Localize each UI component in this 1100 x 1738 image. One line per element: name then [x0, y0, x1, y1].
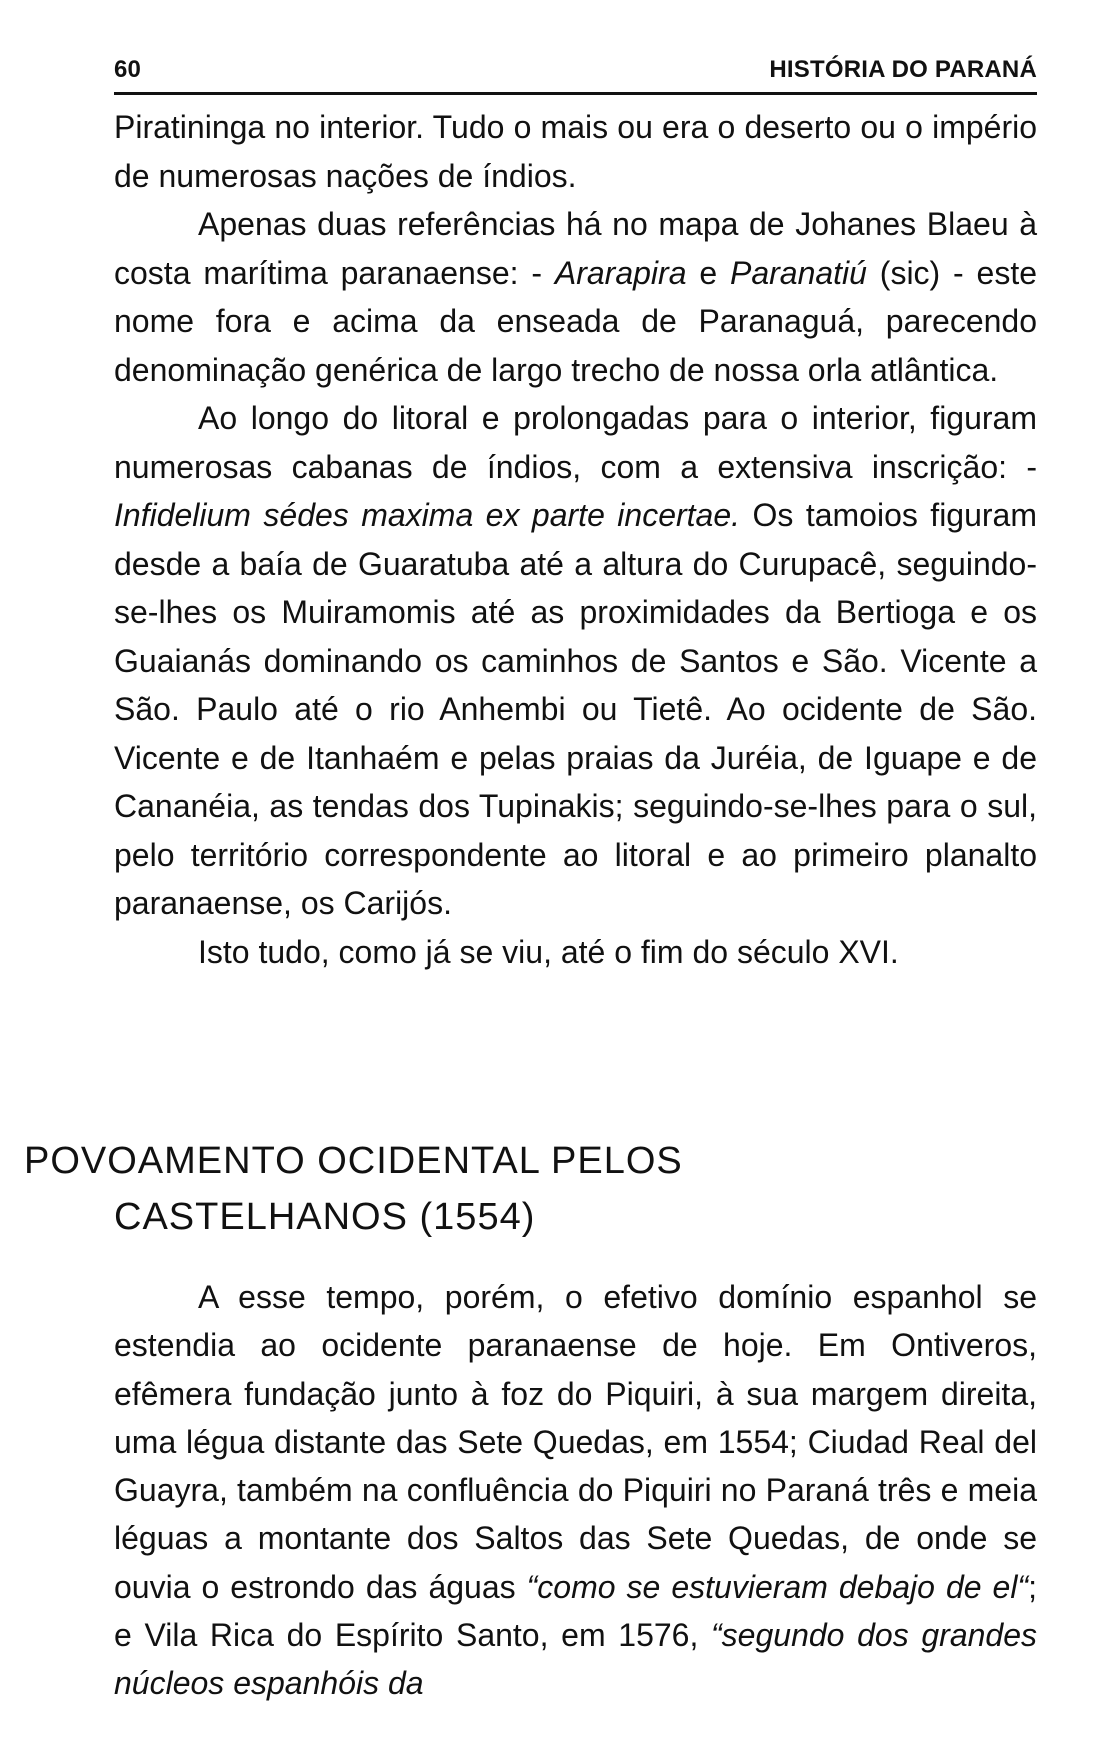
paragraph-text: e	[686, 254, 730, 291]
paragraph-text: Apenas duas referências há no mapa de Johanes Blaeu à costa marítima paranaense: -	[114, 206, 1037, 291]
running-title: HISTÓRIA DO PARANÁ	[769, 56, 1037, 83]
paragraph-litoral	[114, 394, 1037, 928]
paragraph-text: (sic) - este nome fora e acima da enseada de Paranaguá, parecendo denominação genérica de largo trecho de nossa orla atlântica.	[114, 254, 1038, 388]
section-body	[114, 1273, 1037, 1708]
paragraph-seculo	[114, 928, 1037, 977]
running-header	[114, 48, 1037, 84]
paragraph-text: Os tamoios figuram desde a baía de Guaratuba até a altura do Curupacê, seguindo-se-lhes os Muiramomis até as proximidades da Bertioga e os Guaianás dominando os caminhos de Santos e São. Vicente a São. Paulo até o rio Anhembi ou Tietê. Ao ocidente de São. Vicente e de Itanhaém e pelas praias da Juréia, de Iguape e de Cananéia, as tendas dos Tupinakis; seguindo-se-lhes para o sul, pelo território correspondente ao litoral e ao primeiro planalto paranaense, os Carijós.	[114, 497, 1038, 921]
paragraph-text: Isto tudo, como já se viu, até o fim do século	[198, 933, 839, 970]
header-rule	[114, 92, 1037, 95]
quote-italic: “segundo dos grandes núcleos espanhóis da	[114, 1617, 1038, 1702]
place-name-italic: Paranatiú	[729, 254, 867, 291]
paragraph-text: Ao longo do litoral e prolongadas para o interior, figuram numerosas cabanas de índios, com a extensiva inscrição: -	[114, 400, 1037, 485]
century-numeral: XVI	[838, 933, 890, 970]
paragraph-text: .	[889, 933, 899, 970]
section-heading-line-2: CASTELHANOS (1554)	[114, 1196, 536, 1238]
spanish-quote-italic: “como se estuvieram debajo de el“	[526, 1568, 1029, 1605]
paragraph-continuation: Piratininga no interior. Tudo o mais ou era o deserto ou o império de numerosas nações de índios.	[114, 109, 1037, 194]
section-heading	[24, 1133, 1064, 1245]
paragraph-dominio-espanhol	[114, 1273, 1037, 1708]
place-name-italic: Ararapira	[554, 254, 687, 291]
paragraph-text: ; e Vila Rica do Espírito Santo, em 1576,	[114, 1568, 1038, 1654]
paragraph-text: A esse tempo, porém, o efetivo domínio espanhol se estendia ao ocidente paranaense de hoje. Em Ontiveros, efêmera fundação junto à foz do Piquiri, à sua margem direita, uma légua distante das Sete Quedas, em 1554; Ciudad Real del Guayra, também na confluência do Piquiri no Paraná três e meia léguas a montante dos Saltos das Sete Quedas, de onde se ouvia o estrondo das águas	[114, 1279, 1037, 1605]
paragraph-blaeu-map	[114, 200, 1037, 394]
latin-inscription-italic: Infidelium sédes maxima ex parte incertae.	[114, 497, 741, 533]
page-number: 60	[114, 56, 142, 83]
page-body	[114, 103, 1037, 976]
section-heading-line-1: POVOAMENTO OCIDENTAL PELOS	[24, 1140, 683, 1182]
